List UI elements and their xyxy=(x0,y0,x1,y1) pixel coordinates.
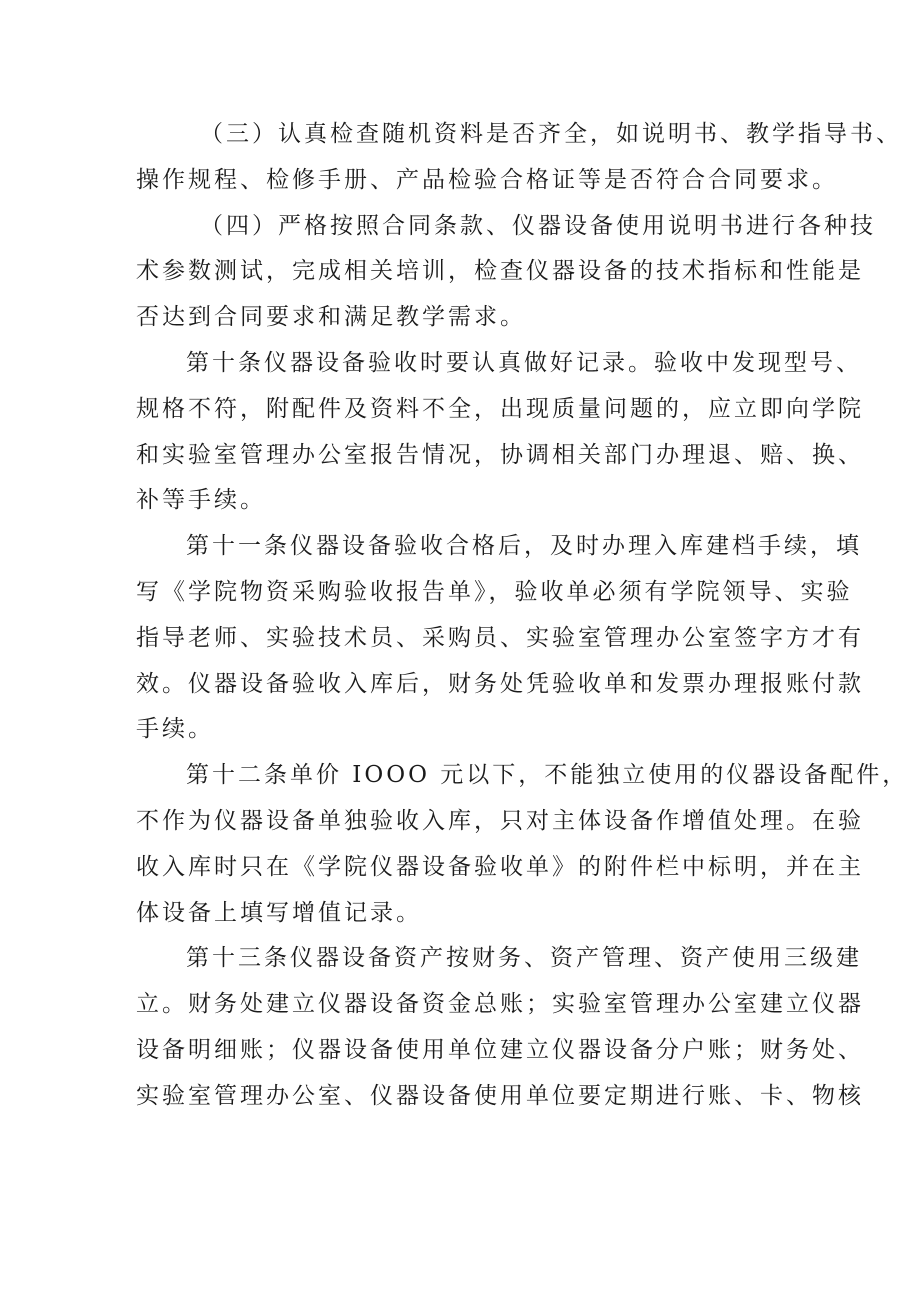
article-10-line-1: 第十条仪器设备验收时要认真做好记录。验收中发现型号、 xyxy=(186,349,862,376)
article-11-line-3: 指导老师、实验技术员、采购员、实验室管理办公室签字方才有 xyxy=(136,624,864,651)
article-12-line-1: 第十二条单价 IOOO 元以下，不能独立使用的仪器设备配件， xyxy=(186,762,909,789)
article-13-line-3: 设备明细账；仪器设备使用单位建立仪器设备分户账；财务处、 xyxy=(136,1036,864,1063)
article-10-line-3: 和实验室管理办公室报告情况，协调相关部门办理退、赔、换、 xyxy=(136,441,864,468)
article-12-line-4: 体设备上填写增值记录。 xyxy=(136,899,422,926)
article-10-line-2: 规格不符，附配件及资料不全，出现质量问题的，应立即向学院 xyxy=(136,395,864,422)
article-13-line-1: 第十三条仪器设备资产按财务、资产管理、资产使用三级建 xyxy=(186,945,862,972)
document-body xyxy=(136,112,909,1120)
paragraph-4-line-2: 术参数测试，完成相关培训，检查仪器设备的技术指标和性能是 xyxy=(136,258,864,285)
paragraph-3-line-1: （三）认真检查随机资料是否齐全，如说明书、教学指导书、 xyxy=(200,121,902,147)
article-11-line-5: 手续。 xyxy=(136,716,214,743)
article-12-line-3: 收入库时只在《学院仪器设备验收单》的附件栏中标明，并在主 xyxy=(136,853,864,880)
article-13-line-2: 立。财务处建立仪器设备资金总账；实验室管理办公室建立仪器 xyxy=(136,991,864,1018)
article-10-line-4: 补等手续。 xyxy=(136,487,266,514)
paragraph-4-line-1: （四）严格按照合同条款、仪器设备使用说明书进行各种技 xyxy=(200,212,876,239)
paragraph-3-line-2: 操作规程、检修手册、产品检验合格证等是否符合合同要求。 xyxy=(136,166,838,193)
article-13-line-4: 实验室管理办公室、仪器设备使用单位要定期进行账、卡、物核 xyxy=(136,1082,864,1109)
article-11-line-4: 效。仪器设备验收入库后，财务处凭验收单和发票办理报账付款 xyxy=(136,670,864,697)
article-11-line-2: 写《学院物资采购验收报告单》，验收单必须有学院领导、实验 xyxy=(136,578,853,605)
article-12-line-2: 不作为仪器设备单独验收入库，只对主体设备作增值处理。在验 xyxy=(136,807,864,834)
paragraph-4-line-3: 否达到合同要求和满足教学需求。 xyxy=(136,304,526,331)
article-11-line-1: 第十一条仪器设备验收合格后，及时办理入库建档手续，填 xyxy=(186,533,862,560)
